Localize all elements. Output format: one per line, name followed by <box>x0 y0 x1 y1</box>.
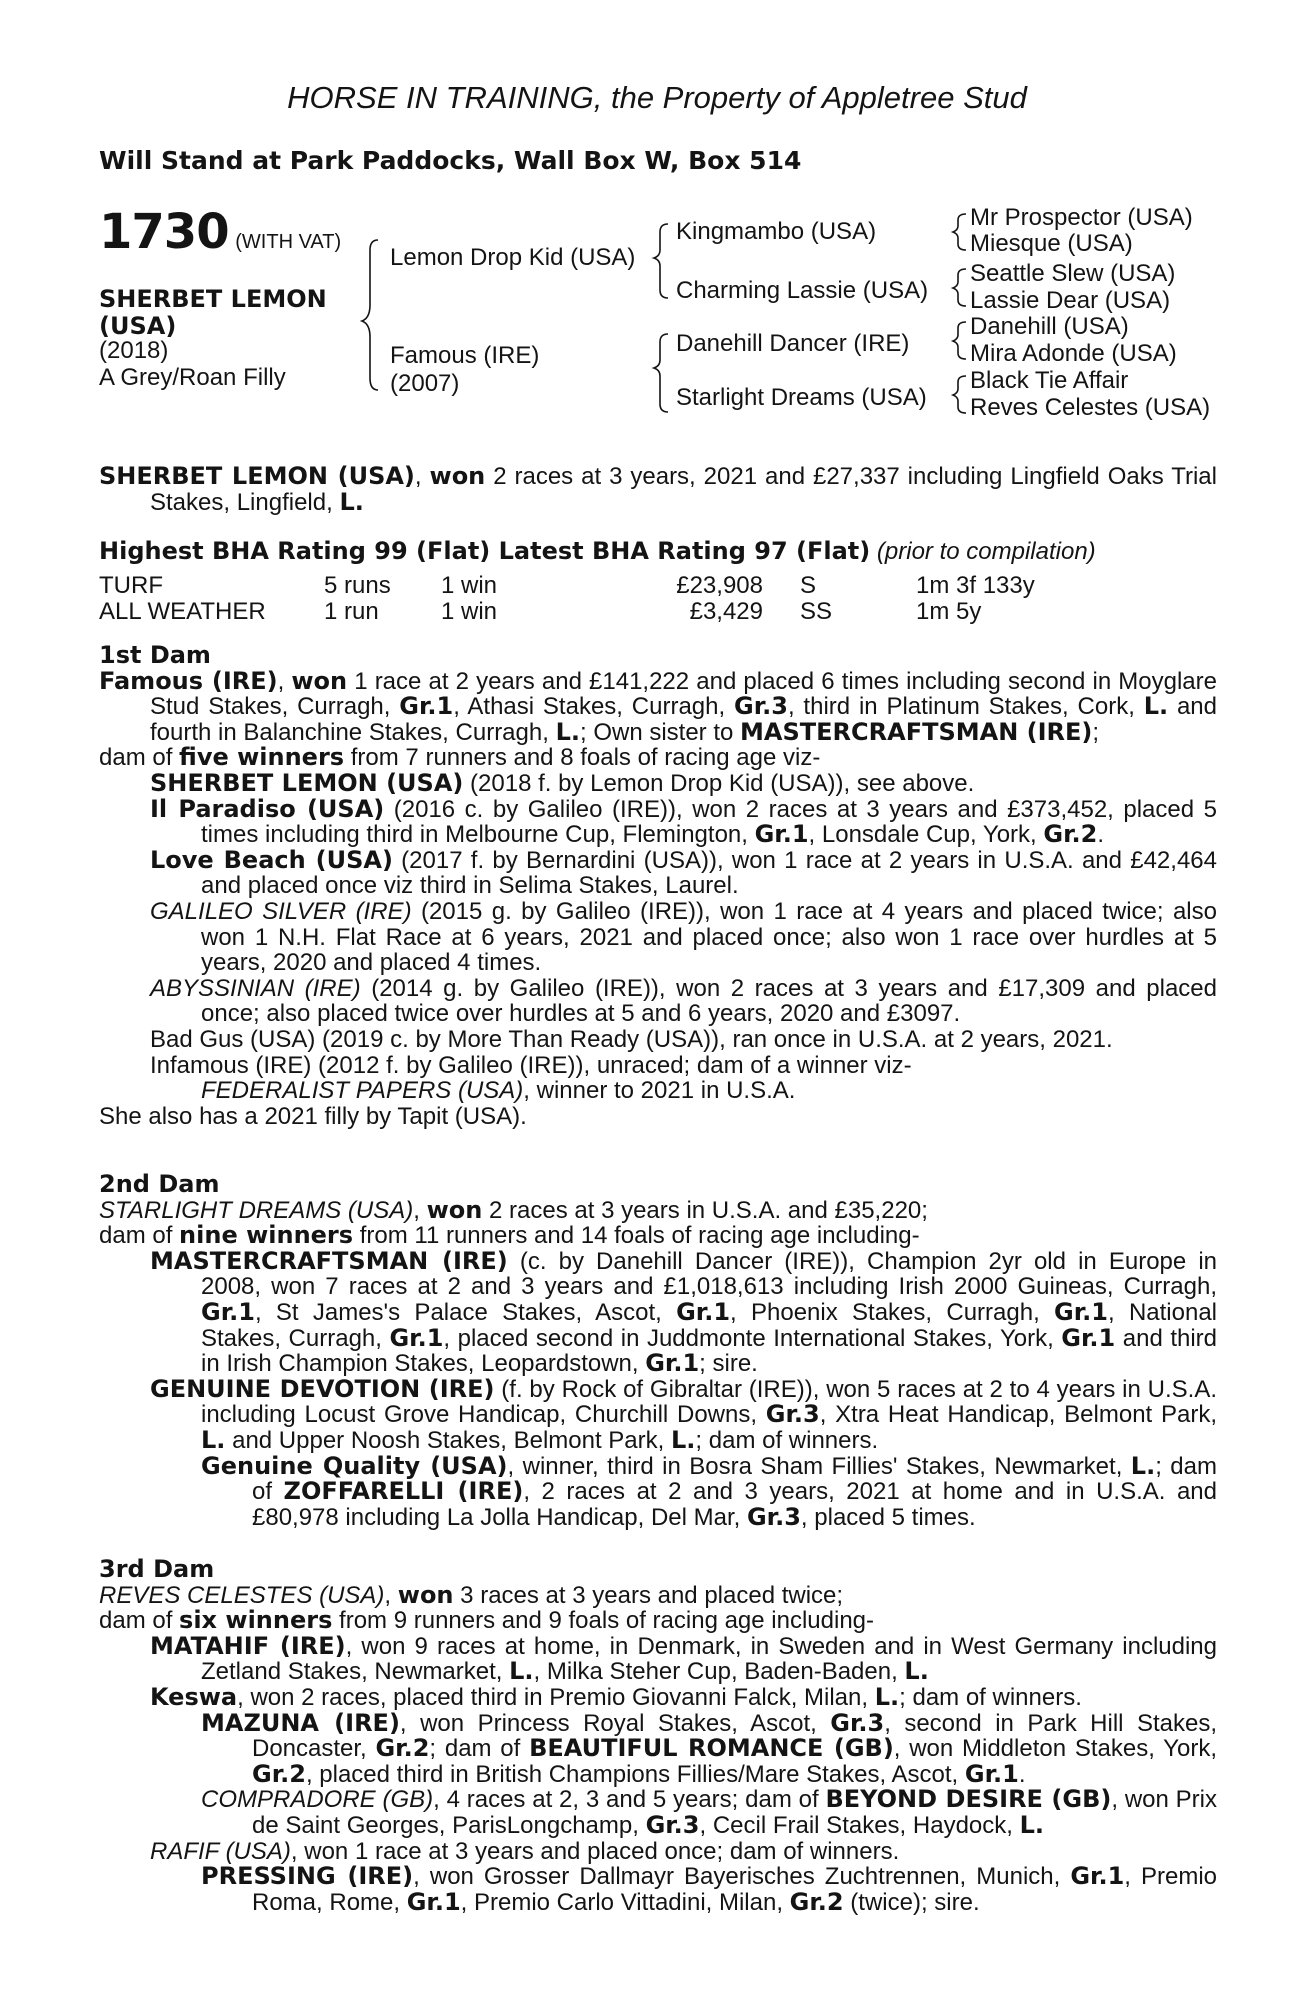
summary-won: won <box>429 462 486 490</box>
ped-sds: Seattle Slew (USA) <box>970 260 1176 287</box>
ped-sire-sire: Kingmambo (USA) <box>676 218 877 245</box>
ped-dss: Danehill (USA) <box>970 313 1129 340</box>
stats-wins: 1 win <box>441 597 498 625</box>
stats-distance: 1m 3f 133y <box>916 572 1035 599</box>
list-item: Love Beach (USA) (2017 f. by Bernardini (USA)), won 1 race at 2 years in U.S.A. and £42,464 and placed once viz third in Selima Stakes, Laurel. <box>150 845 1217 900</box>
summary-horse-name: SHERBET LEMON (USA) <box>99 462 415 490</box>
ratings-line <box>99 539 1217 565</box>
race-summary <box>99 464 1217 515</box>
list-item: Il Paradiso (USA) (2016 c. by Galileo (IRE)), won 2 races at 3 years and £373,452, placed 5 times including third in Melbourne Cup, Flemington, Gr.1, Lonsdale Cup, York, Gr.2. <box>150 794 1217 849</box>
ped-sire: Lemon Drop Kid (USA) <box>390 244 636 271</box>
dam-brace <box>654 334 668 412</box>
vat-label: (WITH VAT) <box>235 231 342 253</box>
second-dam-section <box>99 1172 1217 1530</box>
second-dam-record: STARLIGHT DREAMS (USA), won 2 races at 3 years in U.S.A. and £35,220; <box>99 1195 928 1224</box>
list-item: COMPRADORE (GB), 4 races at 2, 3 and 5 years; dam of BEYOND DESIRE (GB), won Prix de Saint Georges, ParisLongchamp, Gr.3, Cecil Frail Stakes, Haydock, L. <box>201 1785 1217 1839</box>
summary-text: 2 races at 3 years, 2021 and £27,337 including Lingfield Oaks Trial Stakes, Lingfield, <box>150 463 1217 516</box>
list-item: Infamous (IRE) (2012 f. by Galileo (IRE)), unraced; dam of a winner viz- <box>150 1051 912 1079</box>
ped-dam-year: (2007) <box>390 370 460 397</box>
ped-dam-dam: Starlight Dreams (USA) <box>676 384 927 411</box>
list-item: GALILEO SILVER (IRE) (2015 g. by Galileo (IRE)), won 1 race at 4 years and placed twice; also won 1 N.H. Flat Race at 6 years, 2021 and placed once; also won 1 race over hurdles at 5 years, 2020 and placed 4 times. <box>150 897 1217 977</box>
stats-prize: £23,908 <box>676 572 763 599</box>
first-dam-note: She also has a 2021 filly by Tapit (USA). <box>99 1102 527 1130</box>
ds-brace <box>953 322 966 359</box>
stats-wins: 1 win <box>441 572 498 599</box>
lot-number: 1730 <box>99 204 229 260</box>
stand-location: Will Stand at Park Paddocks, Wall Box W, Box 514 <box>99 146 802 175</box>
horse-description: A Grey/Roan Filly <box>99 364 286 391</box>
first-dam-produce-summary: dam of five winners from 7 runners and 8 foals of racing age viz- <box>99 743 821 772</box>
list-item: PRESSING (IRE), won Grosser Dallmayr Bayerisches Zuchtrennen, Munich, Gr.1, Premio Roma, Rome, Gr.1, Premio Carlo Vittadini, Milan, Gr.2 (twice); sire. <box>201 1862 1218 1916</box>
third-dam-record: REVES CELESTES (USA), won 3 races at 3 years and placed twice; <box>99 1580 844 1609</box>
ratings-bold: Highest BHA Rating 99 (Flat) Latest BHA Rating 97 (Flat) <box>99 537 871 565</box>
sd-brace <box>953 269 966 306</box>
list-item: MAZUNA (IRE), won Princess Royal Stakes, Ascot, Gr.3, second in Park Hill Stakes, Doncaster, Gr.2; dam of BEAUTIFUL ROMANCE (GB), won Middleton Stakes, York, Gr.2, placed third in British Champions Fillies/Mare Stakes, Ascot, Gr.1. <box>201 1708 1218 1788</box>
sire-brace <box>654 224 668 298</box>
ratings-note: (prior to compilation) <box>870 538 1096 565</box>
page-title: HORSE IN TRAINING, the Property of Appletree Stud <box>287 80 1027 115</box>
list-item: MATAHIF (IRE), won 9 races at home, in Denmark, in Sweden and in West Germany including Zetland Stakes, Newmarket, L., Milka Steher Cup, Baden-Baden, L. <box>150 1631 1217 1686</box>
list-item: FEDERALIST PAPERS (USA), winner to 2021 in U.S.A. <box>201 1077 796 1105</box>
first-dam-record: Famous (IRE), won 1 race at 2 years and £141,222 and placed 6 times including second in Moyglare Stud Stakes, Curragh, Gr.1, Athasi Stakes, Curragh, Gr.3, third in Platinum Stakes, Cork, L. and fourth in Balanchine Stakes, Curragh, L.; Own sister to MASTERCRAFTSMAN (IRE); <box>99 666 1217 746</box>
ped-sss: Mr Prospector (USA) <box>970 204 1193 231</box>
ped-sdd: Lassie Dear (USA) <box>970 287 1171 314</box>
summary-listed: L. <box>339 487 364 516</box>
third-dam-produce-summary: dam of six winners from 9 runners and 9 foals of racing age including- <box>99 1606 875 1635</box>
stats-prize: £3,429 <box>689 597 763 625</box>
list-item: Keswa, won 2 races, placed third in Premio Giovanni Falck, Milan, L.; dam of winners. <box>150 1682 1082 1711</box>
ped-sire-dam: Charming Lassie (USA) <box>676 277 929 304</box>
stats-going: SS <box>800 597 833 625</box>
ss-brace <box>953 214 966 250</box>
horse-name-line2: (USA) <box>99 312 177 340</box>
stats-runs: 5 runs <box>324 572 391 599</box>
list-item: ABYSSINIAN (IRE) (2014 g. by Galileo (IRE)), won 2 races at 3 years and £17,309 and placed once; also placed twice over hurdles at 5 and 6 years, 2020 and £3097. <box>150 974 1217 1028</box>
stats-runs: 1 run <box>324 597 379 625</box>
ped-ddd: Reves Celestes (USA) <box>970 394 1211 421</box>
stats-distance: 1m 5y <box>916 597 982 625</box>
list-item: Genuine Quality (USA), winner, third in Bosra Sham Fillies' Stakes, Newmarket, L.; dam of ZOFFARELLI (IRE), 2 races at 2 and 3 years, 2021 at home and in U.S.A. and £80,978 including La Jolla Handicap, Del Mar, Gr.3, placed 5 times. <box>201 1451 1217 1531</box>
horse-year: (2018) <box>99 337 169 364</box>
stats-going: S <box>800 572 817 599</box>
horse-name-line1: SHERBET LEMON <box>99 285 327 313</box>
list-item: GENUINE DEVOTION (IRE) (f. by Rock of Gibraltar (IRE)), won 5 races at 2 to 4 years in U.S.A. including Locust Grove Handicap, Churchill Downs, Gr.3, Xtra Heat Handicap, Belmont Park, L. and Upper Noosh Stakes, Belmont Park, L.; dam of winners. <box>150 1374 1217 1454</box>
first-dam-section <box>99 643 1217 1129</box>
list-item: SHERBET LEMON (USA) (2018 f. by Lemon Drop Kid (USA)), see above. <box>150 768 975 797</box>
ped-dds: Black Tie Affair <box>970 367 1129 394</box>
dd-brace <box>953 376 966 413</box>
list-item: Bad Gus (USA) (2019 c. by More Than Ready (USA)), ran once in U.S.A. at 2 years, 2021. <box>150 1025 1113 1053</box>
ped-ssd: Miesque (USA) <box>970 230 1133 257</box>
ped-dam-sire: Danehill Dancer (IRE) <box>676 330 910 357</box>
summary-comma: , <box>414 463 430 490</box>
stats-surface: ALL WEATHER <box>99 597 266 625</box>
second-dam-heading: 2nd Dam <box>99 1170 220 1198</box>
third-dam-section <box>99 1557 1217 1915</box>
main-brace <box>362 240 378 390</box>
list-item: MASTERCRAFTSMAN (IRE) (c. by Danehill Dancer (IRE)), Champion 2yr old in Europe in 2008, won 7 races at 2 and 3 years and £1,018,613 including Irish 2000 Guineas, Curragh, Gr.1, St James's Palace Stakes, Ascot, Gr.1, Phoenix Stakes, Curragh, Gr.1, National Stakes, Curragh, Gr.1, placed second in Juddmonte International Stakes, York, Gr.1 and third in Irish Champion Stakes, Leopardstown, Gr.1; sire. <box>150 1246 1218 1378</box>
third-dam-heading: 3rd Dam <box>99 1555 215 1583</box>
stats-surface: TURF <box>99 572 163 599</box>
ped-dam: Famous (IRE) <box>390 342 540 369</box>
second-dam-produce-summary: dam of nine winners from 11 runners and 14 foals of racing age including- <box>99 1221 920 1250</box>
first-dam-heading: 1st Dam <box>99 641 211 669</box>
list-item: RAFIF (USA), won 1 race at 3 years and placed once; dam of winners. <box>150 1837 900 1865</box>
ped-dsd: Mira Adonde (USA) <box>970 340 1177 367</box>
